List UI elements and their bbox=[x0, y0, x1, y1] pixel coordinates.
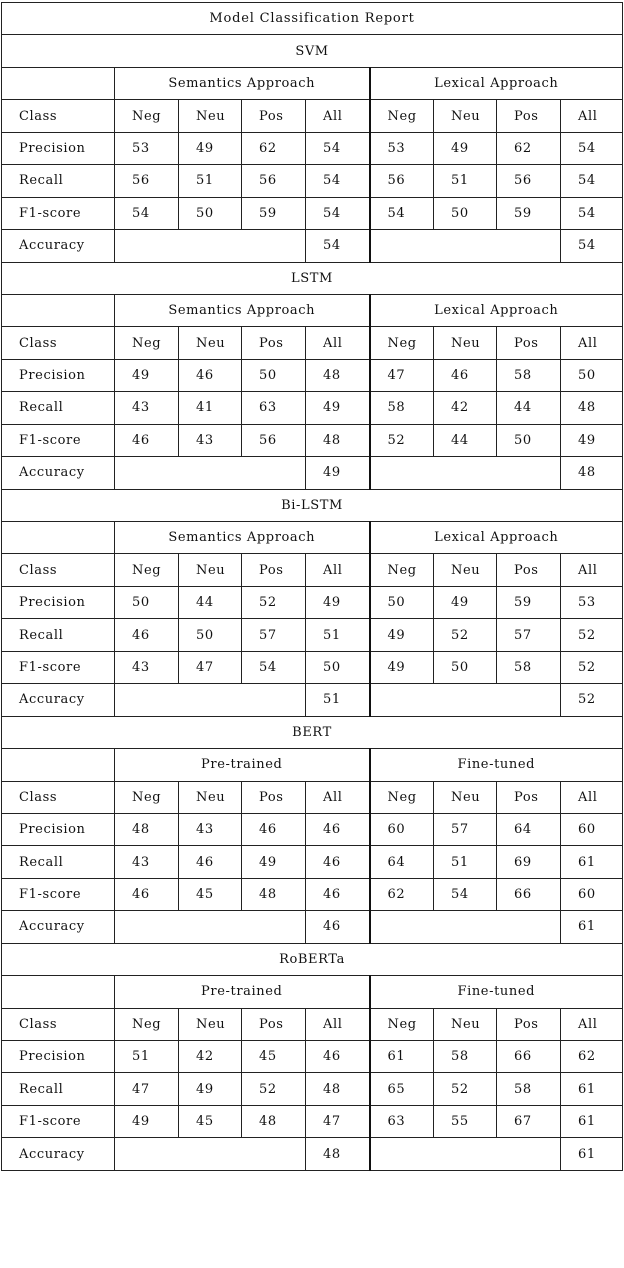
metric-value: 44 bbox=[497, 392, 561, 424]
metric-label: Precision bbox=[2, 586, 115, 618]
group-spacer-cell bbox=[2, 522, 115, 554]
group-row bbox=[2, 294, 623, 326]
group-row bbox=[2, 67, 623, 99]
metric-value: 46 bbox=[115, 424, 179, 456]
accuracy-value-b: 48 bbox=[561, 457, 623, 489]
column-header: Neg bbox=[370, 554, 434, 586]
column-header: Neg bbox=[370, 781, 434, 813]
column-header: Neg bbox=[370, 100, 434, 132]
metric-row bbox=[2, 359, 623, 391]
metric-value: 54 bbox=[242, 651, 306, 683]
metric-value: 50 bbox=[115, 586, 179, 618]
metric-row bbox=[2, 619, 623, 651]
metric-value: 56 bbox=[242, 424, 306, 456]
metric-value: 66 bbox=[497, 1041, 561, 1073]
metric-value: 49 bbox=[370, 619, 434, 651]
accuracy-label: Accuracy bbox=[2, 230, 115, 262]
report-title: Model Classification Report bbox=[2, 3, 623, 35]
metric-value: 63 bbox=[242, 392, 306, 424]
metric-label: F1-score bbox=[2, 878, 115, 910]
metric-value: 65 bbox=[370, 1073, 434, 1105]
metric-row bbox=[2, 846, 623, 878]
metric-value: 53 bbox=[115, 132, 179, 164]
accuracy-value-b: 52 bbox=[561, 684, 623, 716]
metric-value: 49 bbox=[370, 651, 434, 683]
metric-value: 44 bbox=[179, 586, 242, 618]
metric-value: 52 bbox=[561, 651, 623, 683]
column-header-row bbox=[2, 554, 623, 586]
column-header: Neg bbox=[370, 327, 434, 359]
metric-value: 41 bbox=[179, 392, 242, 424]
metric-value: 43 bbox=[115, 651, 179, 683]
metric-label: Precision bbox=[2, 132, 115, 164]
accuracy-blank-b bbox=[370, 1138, 561, 1170]
metric-value: 54 bbox=[434, 878, 497, 910]
metric-value: 48 bbox=[561, 392, 623, 424]
column-header-row bbox=[2, 100, 623, 132]
metric-value: 60 bbox=[370, 813, 434, 845]
metric-value: 61 bbox=[561, 1105, 623, 1137]
metric-label: Precision bbox=[2, 1041, 115, 1073]
column-header: Neu bbox=[434, 781, 497, 813]
metric-value: 57 bbox=[242, 619, 306, 651]
metric-value: 54 bbox=[306, 165, 370, 197]
metric-value: 46 bbox=[179, 359, 242, 391]
group-b-label: Fine-tuned bbox=[370, 976, 623, 1008]
accuracy-row bbox=[2, 911, 623, 943]
column-header: Neg bbox=[370, 1008, 434, 1040]
metric-row bbox=[2, 1073, 623, 1105]
column-header: Pos bbox=[242, 781, 306, 813]
model-row bbox=[2, 262, 623, 294]
metric-value: 51 bbox=[115, 1041, 179, 1073]
column-header: Neu bbox=[179, 781, 242, 813]
metric-row bbox=[2, 132, 623, 164]
metric-value: 54 bbox=[561, 132, 623, 164]
metric-value: 50 bbox=[306, 651, 370, 683]
metric-value: 43 bbox=[179, 424, 242, 456]
metric-value: 49 bbox=[306, 586, 370, 618]
metric-value: 51 bbox=[434, 165, 497, 197]
metric-value: 63 bbox=[370, 1105, 434, 1137]
accuracy-blank-b bbox=[370, 457, 561, 489]
model-name: LSTM bbox=[2, 262, 623, 294]
group-a-label: Pre-trained bbox=[115, 749, 370, 781]
column-header: All bbox=[561, 554, 623, 586]
group-b-label: Fine-tuned bbox=[370, 749, 623, 781]
group-a-label: Semantics Approach bbox=[115, 294, 370, 326]
report-body bbox=[2, 3, 623, 1171]
group-a-label: Pre-trained bbox=[115, 976, 370, 1008]
metric-value: 51 bbox=[306, 619, 370, 651]
column-header: Pos bbox=[497, 327, 561, 359]
metric-value: 46 bbox=[306, 846, 370, 878]
metric-value: 45 bbox=[179, 878, 242, 910]
metric-value: 49 bbox=[561, 424, 623, 456]
model-row bbox=[2, 35, 623, 67]
metric-row bbox=[2, 813, 623, 845]
column-header: Pos bbox=[497, 100, 561, 132]
accuracy-blank-b bbox=[370, 684, 561, 716]
accuracy-blank-a bbox=[115, 230, 306, 262]
metric-value: 69 bbox=[497, 846, 561, 878]
metric-label: F1-score bbox=[2, 651, 115, 683]
metric-value: 52 bbox=[242, 1073, 306, 1105]
class-label: Class bbox=[2, 1008, 115, 1040]
column-header: Pos bbox=[497, 1008, 561, 1040]
accuracy-blank-a bbox=[115, 684, 306, 716]
column-header: Neg bbox=[115, 554, 179, 586]
metric-label: Precision bbox=[2, 813, 115, 845]
column-header: Pos bbox=[242, 100, 306, 132]
metric-value: 48 bbox=[242, 878, 306, 910]
metric-value: 54 bbox=[561, 197, 623, 229]
model-row bbox=[2, 943, 623, 975]
accuracy-blank-a bbox=[115, 911, 306, 943]
accuracy-value-a: 51 bbox=[306, 684, 370, 716]
group-spacer-cell bbox=[2, 67, 115, 99]
metric-label: Recall bbox=[2, 165, 115, 197]
metric-value: 53 bbox=[370, 132, 434, 164]
metric-value: 48 bbox=[242, 1105, 306, 1137]
metric-value: 54 bbox=[370, 197, 434, 229]
column-header: Pos bbox=[497, 781, 561, 813]
accuracy-value-a: 49 bbox=[306, 457, 370, 489]
metric-value: 59 bbox=[242, 197, 306, 229]
metric-row bbox=[2, 651, 623, 683]
metric-label: F1-score bbox=[2, 1105, 115, 1137]
accuracy-blank-b bbox=[370, 911, 561, 943]
group-row bbox=[2, 976, 623, 1008]
metric-value: 55 bbox=[434, 1105, 497, 1137]
column-header: Pos bbox=[242, 554, 306, 586]
metric-value: 48 bbox=[306, 424, 370, 456]
column-header: Pos bbox=[497, 554, 561, 586]
column-header: All bbox=[306, 781, 370, 813]
metric-value: 46 bbox=[115, 878, 179, 910]
metric-value: 59 bbox=[497, 197, 561, 229]
metric-value: 64 bbox=[370, 846, 434, 878]
accuracy-value-a: 54 bbox=[306, 230, 370, 262]
accuracy-blank-a bbox=[115, 1138, 306, 1170]
metric-label: Recall bbox=[2, 619, 115, 651]
metric-value: 58 bbox=[497, 1073, 561, 1105]
class-label: Class bbox=[2, 781, 115, 813]
metric-value: 49 bbox=[115, 359, 179, 391]
metric-value: 54 bbox=[306, 132, 370, 164]
metric-value: 52 bbox=[434, 619, 497, 651]
metric-value: 48 bbox=[115, 813, 179, 845]
metric-value: 45 bbox=[179, 1105, 242, 1137]
metric-value: 54 bbox=[306, 197, 370, 229]
metric-value: 43 bbox=[115, 846, 179, 878]
metric-row bbox=[2, 878, 623, 910]
metric-value: 52 bbox=[561, 619, 623, 651]
column-header: Neu bbox=[179, 100, 242, 132]
metric-value: 47 bbox=[115, 1073, 179, 1105]
metric-row bbox=[2, 586, 623, 618]
column-header: Neu bbox=[179, 1008, 242, 1040]
accuracy-value-a: 48 bbox=[306, 1138, 370, 1170]
metric-value: 64 bbox=[497, 813, 561, 845]
metric-value: 62 bbox=[561, 1041, 623, 1073]
metric-label: F1-score bbox=[2, 197, 115, 229]
metric-value: 61 bbox=[561, 1073, 623, 1105]
model-name: RoBERTa bbox=[2, 943, 623, 975]
column-header: Neu bbox=[434, 100, 497, 132]
column-header: All bbox=[306, 554, 370, 586]
column-header: All bbox=[561, 100, 623, 132]
accuracy-row bbox=[2, 684, 623, 716]
group-a-label: Semantics Approach bbox=[115, 522, 370, 554]
group-spacer-cell bbox=[2, 976, 115, 1008]
metric-value: 45 bbox=[242, 1041, 306, 1073]
metric-value: 49 bbox=[115, 1105, 179, 1137]
accuracy-label: Accuracy bbox=[2, 457, 115, 489]
metric-row bbox=[2, 392, 623, 424]
column-header: Neu bbox=[179, 327, 242, 359]
metric-value: 49 bbox=[242, 846, 306, 878]
metric-label: Precision bbox=[2, 359, 115, 391]
metric-value: 46 bbox=[306, 1041, 370, 1073]
metric-label: Recall bbox=[2, 846, 115, 878]
metric-row bbox=[2, 424, 623, 456]
model-name: SVM bbox=[2, 35, 623, 67]
model-row bbox=[2, 716, 623, 748]
metric-value: 62 bbox=[370, 878, 434, 910]
metric-value: 67 bbox=[497, 1105, 561, 1137]
metric-value: 52 bbox=[434, 1073, 497, 1105]
metric-value: 61 bbox=[561, 846, 623, 878]
group-spacer-cell bbox=[2, 294, 115, 326]
class-label: Class bbox=[2, 554, 115, 586]
metric-value: 50 bbox=[179, 619, 242, 651]
metric-value: 46 bbox=[306, 878, 370, 910]
column-header-row bbox=[2, 781, 623, 813]
metric-row bbox=[2, 197, 623, 229]
accuracy-value-a: 46 bbox=[306, 911, 370, 943]
column-header: All bbox=[306, 327, 370, 359]
metric-value: 57 bbox=[434, 813, 497, 845]
metric-value: 49 bbox=[179, 132, 242, 164]
metric-value: 44 bbox=[434, 424, 497, 456]
group-row bbox=[2, 749, 623, 781]
metric-value: 54 bbox=[561, 165, 623, 197]
metric-value: 47 bbox=[306, 1105, 370, 1137]
column-header: Neg bbox=[115, 1008, 179, 1040]
column-header: Neu bbox=[434, 1008, 497, 1040]
metric-value: 51 bbox=[434, 846, 497, 878]
column-header: All bbox=[561, 1008, 623, 1040]
metric-value: 49 bbox=[434, 586, 497, 618]
metric-value: 58 bbox=[370, 392, 434, 424]
metric-value: 47 bbox=[179, 651, 242, 683]
column-header: Neu bbox=[434, 554, 497, 586]
metric-value: 51 bbox=[179, 165, 242, 197]
accuracy-label: Accuracy bbox=[2, 911, 115, 943]
accuracy-value-b: 61 bbox=[561, 1138, 623, 1170]
group-b-label: Lexical Approach bbox=[370, 522, 623, 554]
metric-label: Recall bbox=[2, 1073, 115, 1105]
metric-value: 46 bbox=[434, 359, 497, 391]
metric-value: 50 bbox=[370, 586, 434, 618]
accuracy-blank-a bbox=[115, 457, 306, 489]
metric-value: 49 bbox=[434, 132, 497, 164]
metric-row bbox=[2, 1041, 623, 1073]
metric-value: 47 bbox=[370, 359, 434, 391]
group-b-label: Lexical Approach bbox=[370, 294, 623, 326]
model-name: BERT bbox=[2, 716, 623, 748]
metric-value: 46 bbox=[242, 813, 306, 845]
group-a-label: Semantics Approach bbox=[115, 67, 370, 99]
metric-value: 61 bbox=[370, 1041, 434, 1073]
metric-value: 46 bbox=[115, 619, 179, 651]
metric-value: 59 bbox=[497, 586, 561, 618]
accuracy-row bbox=[2, 1138, 623, 1170]
metric-row bbox=[2, 1105, 623, 1137]
metric-value: 52 bbox=[370, 424, 434, 456]
column-header: All bbox=[306, 1008, 370, 1040]
column-header: All bbox=[561, 327, 623, 359]
metric-label: Recall bbox=[2, 392, 115, 424]
metric-value: 58 bbox=[497, 359, 561, 391]
metric-value: 53 bbox=[561, 586, 623, 618]
metric-value: 48 bbox=[306, 1073, 370, 1105]
metric-value: 62 bbox=[242, 132, 306, 164]
metric-value: 43 bbox=[179, 813, 242, 845]
model-row bbox=[2, 489, 623, 521]
class-label: Class bbox=[2, 100, 115, 132]
column-header: Neg bbox=[115, 100, 179, 132]
metric-value: 50 bbox=[434, 197, 497, 229]
metric-value: 50 bbox=[179, 197, 242, 229]
column-header: All bbox=[306, 100, 370, 132]
metric-value: 66 bbox=[497, 878, 561, 910]
metric-value: 49 bbox=[306, 392, 370, 424]
accuracy-value-b: 54 bbox=[561, 230, 623, 262]
metric-value: 57 bbox=[497, 619, 561, 651]
column-header: Pos bbox=[242, 327, 306, 359]
accuracy-blank-b bbox=[370, 230, 561, 262]
metric-value: 50 bbox=[497, 424, 561, 456]
accuracy-value-b: 61 bbox=[561, 911, 623, 943]
accuracy-row bbox=[2, 230, 623, 262]
column-header-row bbox=[2, 1008, 623, 1040]
metric-value: 50 bbox=[561, 359, 623, 391]
metric-value: 56 bbox=[370, 165, 434, 197]
metric-label: F1-score bbox=[2, 424, 115, 456]
metric-value: 62 bbox=[497, 132, 561, 164]
metric-value: 50 bbox=[434, 651, 497, 683]
metric-value: 50 bbox=[242, 359, 306, 391]
group-b-label: Lexical Approach bbox=[370, 67, 623, 99]
metric-value: 42 bbox=[179, 1041, 242, 1073]
group-row bbox=[2, 522, 623, 554]
metric-value: 42 bbox=[434, 392, 497, 424]
accuracy-label: Accuracy bbox=[2, 1138, 115, 1170]
column-header: Pos bbox=[242, 1008, 306, 1040]
column-header: Neu bbox=[434, 327, 497, 359]
column-header-row bbox=[2, 327, 623, 359]
metric-value: 46 bbox=[179, 846, 242, 878]
column-header: Neg bbox=[115, 327, 179, 359]
metric-value: 43 bbox=[115, 392, 179, 424]
metric-value: 60 bbox=[561, 813, 623, 845]
accuracy-label: Accuracy bbox=[2, 684, 115, 716]
metric-value: 56 bbox=[497, 165, 561, 197]
metric-value: 46 bbox=[306, 813, 370, 845]
model-name: Bi-LSTM bbox=[2, 489, 623, 521]
accuracy-row bbox=[2, 457, 623, 489]
metric-value: 56 bbox=[242, 165, 306, 197]
metric-value: 49 bbox=[179, 1073, 242, 1105]
metric-value: 52 bbox=[242, 586, 306, 618]
metric-value: 60 bbox=[561, 878, 623, 910]
classification-report-table bbox=[1, 2, 623, 1171]
metric-value: 56 bbox=[115, 165, 179, 197]
metric-value: 54 bbox=[115, 197, 179, 229]
column-header: Neg bbox=[115, 781, 179, 813]
column-header: All bbox=[561, 781, 623, 813]
metric-value: 58 bbox=[497, 651, 561, 683]
metric-value: 48 bbox=[306, 359, 370, 391]
metric-value: 58 bbox=[434, 1041, 497, 1073]
group-spacer-cell bbox=[2, 749, 115, 781]
metric-row bbox=[2, 165, 623, 197]
column-header: Neu bbox=[179, 554, 242, 586]
class-label: Class bbox=[2, 327, 115, 359]
